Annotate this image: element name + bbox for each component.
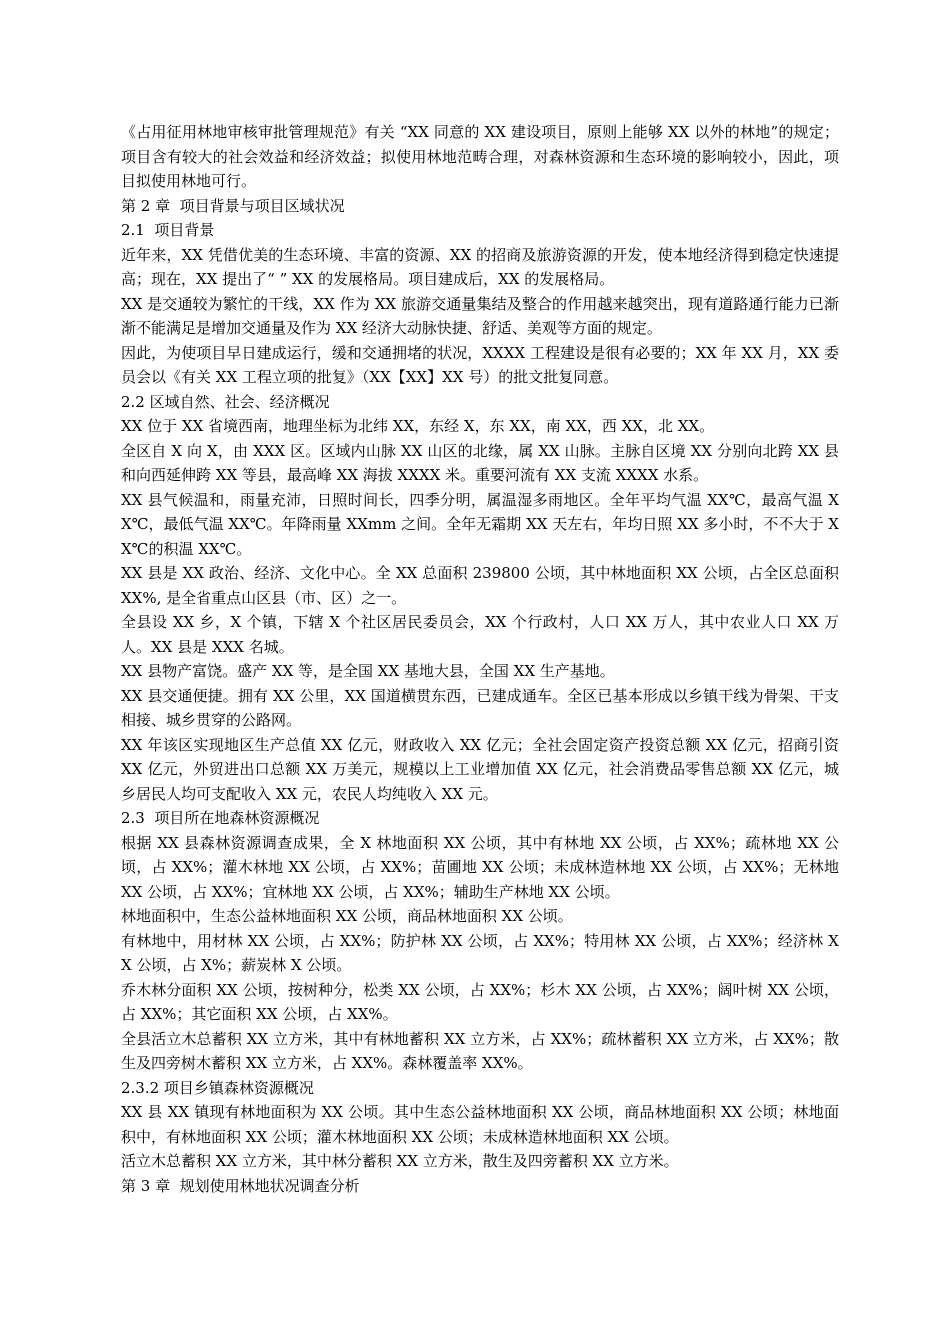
body-paragraph: 林地面积中，生态公益林地面积 XX 公顷，商品林地面积 XX 公顷。 [121, 907, 573, 925]
body-paragraph: XX 是交通较为繁忙的干线，XX 作为 XX 旅游交通量集结及整合的作用越来越突出，现有道路通行能力已渐渐不能满足是增加交通量及作为 XX 经济大动脉快捷、舒适、美观等方面的规定。 [121, 294, 839, 337]
section-heading: 2.3.2 项目乡镇森林资源概况 [121, 1078, 314, 1097]
body-paragraph: XX 县物产富饶。盛产 XX 等，是全国 XX 基地大县，全国 XX 生产基地。 [121, 662, 615, 680]
body-paragraph: 全县设 XX 乡，X 个镇，下辖 X 个社区居民委员会，XX 个行政村，人口 XX 万人，其中农业人口 XX 万人。XX 县是 XXX 名城。 [121, 613, 839, 656]
document-page [121, 120, 844, 1198]
section-heading: 2.3 项目所在地森林资源概况 [121, 809, 320, 827]
body-paragraph: XX 县交通便捷。拥有 XX 公里，XX 国道横贯东西，已建成通车。全区已基本形成以乡镇干线为骨架、干支相接、城乡贯穿的公路网。 [121, 686, 839, 729]
body-paragraph: XX 年该区实现地区生产总值 XX 亿元，财政收入 XX 亿元；全社会固定资产投资总额 XX 亿元，招商引资 XX 亿元，外贸进出口总额 XX 万美元，规模以上工业增加值 XX 亿元，社会消费品零售总额 XX 亿元，城乡居民人均可支配收入 XX 元，农民人均纯收入 XX 元。 [121, 735, 844, 803]
body-paragraph: XX 县气候温和，雨量充沛，日照时间长，四季分明，属温湿多雨地区。全年平均气温 XX℃，最高气温 XX℃，最低气温 XX℃。年降雨量 XXmm 之间。全年无霜期 XX 天左右，年均日照 XX 多小时，不不大于 XX℃的积温 XX℃。 [121, 490, 839, 558]
section-heading: 第 2 章 项目背景与项目区域状况 [121, 196, 345, 215]
body-paragraph: 乔木林分面积 XX 公顷，按树种分，松类 XX 公顷，占 XX%；杉木 XX 公顷，占 XX%；阔叶树 XX 公顷，占 XX%；其它面积 XX 公顷，占 XX%。 [121, 980, 839, 1023]
body-paragraph: 有林地中，用材林 XX 公顷，占 XX%；防护林 XX 公顷，占 XX%；特用林 XX 公顷，占 XX%；经济林 XX 公顷，占 X%；薪炭林 X 公顷。 [121, 931, 839, 974]
body-paragraph: XX 位于 XX 省境西南，地理坐标为北纬 XX，东经 X，东 XX，南 XX，西 XX，北 XX。 [121, 417, 715, 435]
body-paragraph: 近年来，XX 凭借优美的生态环境、丰富的资源、XX 的招商及旅游资源的开发，使本地经济得到稳定快速提高；现在，XX 提出了“ ” XX 的发展格局。项目建成后，XX 的发展格局。 [121, 245, 839, 288]
body-paragraph: XX 县 XX 镇现有林地面积为 XX 公顷。其中生态公益林地面积 XX 公顷，商品林地面积 XX 公顷；林地面积中，有林地面积 XX 公顷；灌木林地面积 XX 公顷；未成林造林地面积 XX 公顷。 [121, 1103, 839, 1146]
body-paragraph: 根据 XX 县森林资源调查成果，全 X 林地面积 XX 公顷，其中有林地 XX 公顷，占 XX%；疏林地 XX 公顷，占 XX%；灌木林地 XX 公顷，占 XX%；苗圃地 XX 公顷；未成林造林地 XX 公顷，占 XX%；无林地 XX 公顷，占 XX%；宜林地 XX 公顷，占 XX%；辅助生产林地 XX 公顷。 [121, 833, 844, 901]
body-paragraph: 因此，为使项目早日建成运行，缓和交通拥堵的状况，XXXX 工程建设是很有必要的；XX 年 XX 月，XX 委员会以《有关 XX 工程立项的批复》（XX【XX】XX 号）的批文批复同意。 [121, 343, 839, 386]
section-heading: 2.1 项目背景 [121, 221, 215, 239]
body-paragraph: 活立木总蓄积 XX 立方米，其中林分蓄积 XX 立方米，散生及四旁蓄积 XX 立方米。 [121, 1152, 679, 1170]
body-paragraph: 《占用征用林地审核审批管理规范》有关 “XX 同意的 XX 建设项目，原则上能够 XX 以外的林地”的规定；项目含有较大的社会效益和经济效益；拟使用林地范畴合理，对森林资源和生态环境的影响较小，因此，项目拟使用林地可行。 [121, 123, 839, 190]
body-paragraph: 全区自 X 向 X，由 XXX 区。区域内山脉 XX 山区的北缘，属 XX 山脉。主脉自区境 XX 分别向北跨 XX 县和向西延伸跨 XX 等县，最高峰 XX 海拔 XXXX 米。重要河流有 XX 支流 XXXX 水系。 [121, 441, 839, 484]
section-heading: 2.2 区域自然、社会、经济概况 [121, 392, 330, 411]
body-paragraph: XX 县是 XX 政治、经济、文化中心。全 XX 总面积 239800 公顷，其中林地面积 XX 公顷，占全区总面积 XX%, 是全省重点山区县（市、区）之一。 [121, 564, 844, 607]
body-paragraph: 全县活立木总蓄积 XX 立方米，其中有林地蓄积 XX 立方米，占 XX%；疏林蓄积 XX 立方米，占 XX%；散生及四旁树木蓄积 XX 立方米，占 XX%。森林覆盖率 XX%。 [121, 1029, 839, 1072]
section-heading: 第 3 章 规划使用林地状况调查分析 [121, 1176, 360, 1195]
